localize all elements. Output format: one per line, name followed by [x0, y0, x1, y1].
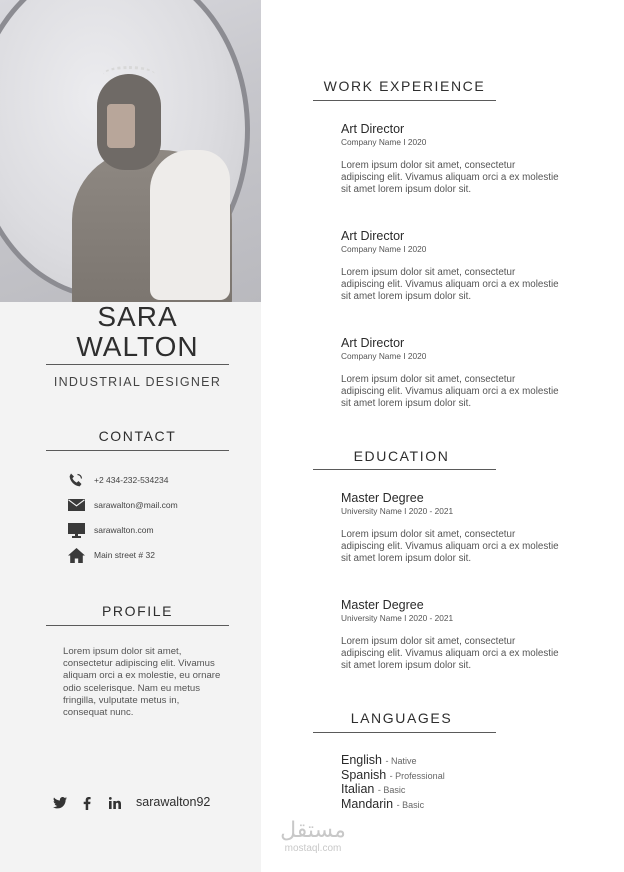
work-item-desc: Lorem ipsum dolor sit amet, consectetur adipiscing elit. Vivamus aliquam orci a ex molestie sit amet lorem ipsum dolor sit.	[341, 374, 559, 410]
contact-phone	[67, 472, 168, 488]
work-divider	[313, 100, 496, 101]
language-name: Italian	[341, 782, 375, 796]
language-name: English	[341, 753, 382, 767]
languages-divider	[313, 732, 496, 733]
work-item-desc: Lorem ipsum dolor sit amet, consectetur adipiscing elit. Vivamus aliquam orci a ex molestie sit amet lorem ipsum dolor sit.	[341, 160, 559, 196]
work-item-desc: Lorem ipsum dolor sit amet, consectetur adipiscing elit. Vivamus aliquam orci a ex molestie sit amet lorem ipsum dolor sit.	[341, 267, 559, 303]
education-divider	[313, 469, 496, 470]
watermark-arabic: مستقل	[280, 818, 346, 843]
linkedin-icon[interactable]	[107, 795, 123, 811]
language-item	[341, 797, 424, 813]
language-item	[341, 782, 405, 798]
job-title: INDUSTRIAL DESIGNER	[53, 375, 222, 389]
photo-crown	[103, 66, 155, 83]
social-handle[interactable]: sarawalton92	[136, 795, 211, 809]
profile-text: Lorem ipsum dolor sit amet, consectetur adipiscing elit. Vivamus aliquam orci a ex molestie, eu ornare odio scelerisque. Nam eu metus fringilla, vulputate metus in, consequat nunc.	[63, 646, 221, 719]
education-item-school: University Name I 2020 - 2021	[341, 506, 454, 516]
last-name: WALTON	[76, 331, 199, 362]
photo-figure-sweater	[150, 150, 230, 300]
contact-address	[67, 547, 155, 563]
work-item	[341, 336, 561, 410]
phone-icon	[67, 472, 85, 488]
education-item	[341, 491, 561, 565]
monitor-icon	[67, 522, 85, 538]
education-item-title: Master Degree	[341, 491, 424, 505]
name-divider	[46, 364, 229, 365]
profile-heading: PROFILE	[101, 603, 174, 619]
education-heading: EDUCATION	[353, 448, 450, 464]
contact-email-text[interactable]: sarawalton@mail.com	[94, 500, 178, 510]
languages-heading: LANGUAGES	[350, 710, 453, 726]
language-item	[341, 753, 417, 769]
watermark	[273, 820, 353, 854]
work-item-title: Art Director	[341, 229, 405, 243]
education-item-title: Master Degree	[341, 598, 424, 612]
profile-photo	[0, 0, 261, 302]
contact-heading: CONTACT	[98, 428, 177, 444]
contact-website-text[interactable]: sarawalton.com	[94, 525, 154, 535]
education-item-desc: Lorem ipsum dolor sit amet, consectetur adipiscing elit. Vivamus aliquam orci a ex molestie sit amet lorem ipsum dolor sit.	[341, 636, 559, 672]
contact-email	[67, 497, 178, 513]
language-level: - Basic	[377, 785, 406, 795]
work-item-company: Company Name I 2020	[341, 351, 427, 361]
language-name: Mandarin	[341, 797, 394, 811]
contact-address-text: Main street # 32	[94, 550, 155, 560]
work-item-title: Art Director	[341, 336, 405, 350]
work-item-company: Company Name I 2020	[341, 244, 427, 254]
language-name: Spanish	[341, 768, 387, 782]
education-item-school: University Name I 2020 - 2021	[341, 613, 454, 623]
first-name: SARA	[97, 301, 178, 332]
contact-website	[67, 522, 154, 538]
twitter-icon[interactable]	[52, 795, 68, 811]
language-level: - Native	[385, 756, 417, 766]
profile-divider	[46, 625, 229, 626]
home-icon	[67, 547, 85, 563]
work-item-title: Art Director	[341, 122, 405, 136]
photo-phone	[107, 104, 135, 148]
work-item	[341, 122, 561, 196]
education-item-desc: Lorem ipsum dolor sit amet, consectetur adipiscing elit. Vivamus aliquam orci a ex molestie sit amet lorem ipsum dolor sit.	[341, 529, 559, 565]
work-item-company: Company Name I 2020	[341, 137, 427, 147]
mail-icon	[67, 497, 85, 513]
facebook-icon[interactable]	[80, 795, 94, 811]
work-item	[341, 229, 561, 303]
watermark-latin: mostaql.com	[284, 843, 342, 854]
contact-divider	[46, 450, 229, 451]
education-item	[341, 598, 561, 672]
language-level: - Basic	[396, 800, 425, 810]
language-level: - Professional	[389, 771, 445, 781]
work-heading: WORK EXPERIENCE	[323, 78, 486, 94]
contact-phone-text: +2 434-232-534234	[94, 475, 169, 485]
